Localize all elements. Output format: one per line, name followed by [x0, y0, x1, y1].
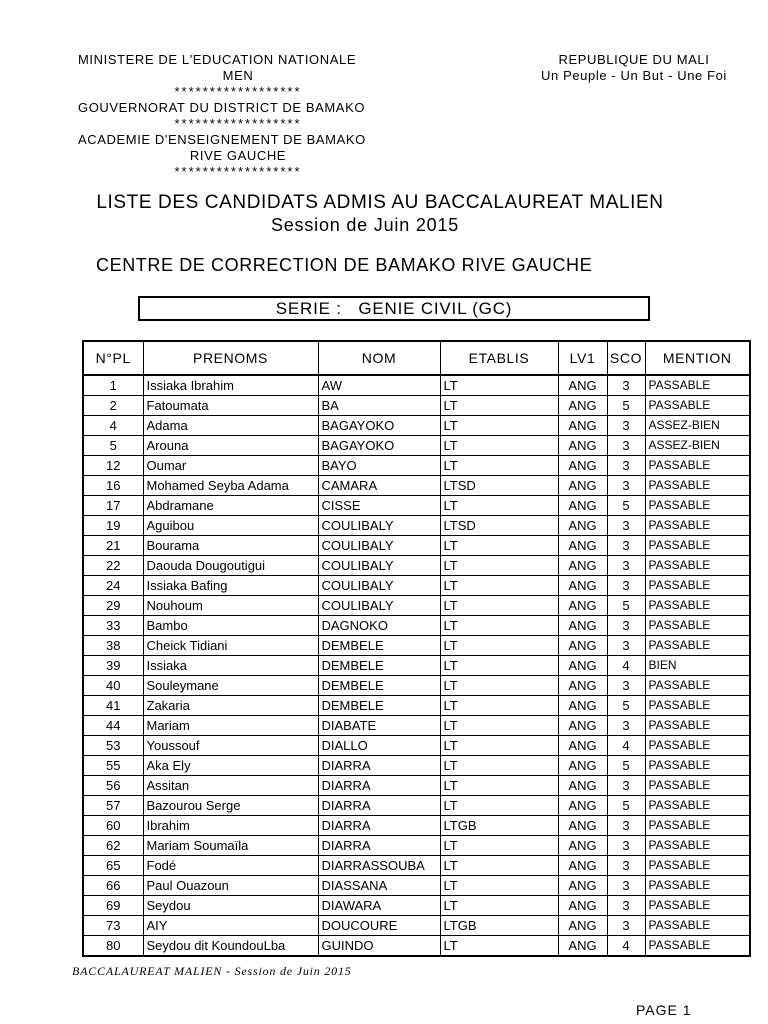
cell-prenoms: Arouna — [143, 436, 318, 456]
cell-sco: 3 — [607, 416, 645, 436]
cell-lv1: ANG — [558, 776, 607, 796]
cell-sco: 5 — [607, 496, 645, 516]
cell-npl: 55 — [83, 756, 143, 776]
cell-lv1: ANG — [558, 876, 607, 896]
cell-etablis: LT — [440, 636, 558, 656]
table-row — [83, 416, 750, 436]
cell-prenoms: Aka Ely — [143, 756, 318, 776]
table-row — [83, 436, 750, 456]
table-row — [83, 676, 750, 696]
cell-lv1: ANG — [558, 375, 607, 396]
header-left — [78, 52, 398, 180]
cell-sco: 3 — [607, 776, 645, 796]
cell-npl: 56 — [83, 776, 143, 796]
cell-lv1: ANG — [558, 816, 607, 836]
cell-npl: 57 — [83, 796, 143, 816]
correction-centre: CENTRE DE CORRECTION DE BAMAKO RIVE GAUCHE — [96, 255, 593, 275]
cell-nom: GUINDO — [318, 936, 440, 957]
cell-lv1: ANG — [558, 796, 607, 816]
stars-separator: ****************** — [174, 84, 302, 99]
cell-nom: DEMBELE — [318, 696, 440, 716]
cell-sco: 4 — [607, 736, 645, 756]
cell-prenoms: Issiaka Bafing — [143, 576, 318, 596]
cell-mention: PASSABLE — [645, 716, 750, 736]
session-label: Session de Juin 2015 — [270, 215, 460, 235]
cell-nom: DEMBELE — [318, 636, 440, 656]
cell-mention: PASSABLE — [645, 696, 750, 716]
cell-nom: BAYO — [318, 456, 440, 476]
cell-nom: DIASSANA — [318, 876, 440, 896]
cell-etablis: LT — [440, 596, 558, 616]
cell-npl: 60 — [83, 816, 143, 836]
cell-npl: 17 — [83, 496, 143, 516]
table-row — [83, 736, 750, 756]
cell-mention: PASSABLE — [645, 636, 750, 656]
cell-sco: 3 — [607, 816, 645, 836]
cell-lv1: ANG — [558, 456, 607, 476]
table-row — [83, 556, 750, 576]
cell-npl: 1 — [83, 375, 143, 396]
cell-etablis: LT — [440, 496, 558, 516]
cell-etablis: LT — [440, 556, 558, 576]
table-row — [83, 476, 750, 496]
cell-lv1: ANG — [558, 556, 607, 576]
table-row — [83, 696, 750, 716]
cell-lv1: ANG — [558, 396, 607, 416]
cell-npl: 66 — [83, 876, 143, 896]
cell-sco: 5 — [607, 596, 645, 616]
cell-mention: PASSABLE — [645, 556, 750, 576]
cell-lv1: ANG — [558, 656, 607, 676]
cell-etablis: LTGB — [440, 916, 558, 936]
cell-etablis: LTGB — [440, 816, 558, 836]
cell-mention: PASSABLE — [645, 396, 750, 416]
cell-npl: 16 — [83, 476, 143, 496]
cell-lv1: ANG — [558, 716, 607, 736]
cell-nom: COULIBALY — [318, 556, 440, 576]
cell-prenoms: Fatoumata — [143, 396, 318, 416]
cell-lv1: ANG — [558, 856, 607, 876]
table-row — [83, 496, 750, 516]
table-row — [83, 456, 750, 476]
table-row — [83, 796, 750, 816]
column-header-mention: MENTION — [645, 341, 750, 375]
cell-etablis: LT — [440, 576, 558, 596]
cell-lv1: ANG — [558, 936, 607, 957]
column-header-nom: NOM — [318, 341, 440, 375]
cell-prenoms: Issiaka Ibrahim — [143, 375, 318, 396]
cell-mention: PASSABLE — [645, 796, 750, 816]
cell-nom: DIARRASSOUBA — [318, 856, 440, 876]
cell-etablis: LT — [440, 776, 558, 796]
footer-note: BACCALAUREAT MALIEN - Session de Juin 2015 — [72, 964, 352, 978]
cell-mention: PASSABLE — [645, 616, 750, 636]
table-row — [83, 876, 750, 896]
table-row — [83, 616, 750, 636]
cell-etablis: LT — [440, 436, 558, 456]
table-row — [83, 516, 750, 536]
cell-nom: BA — [318, 396, 440, 416]
cell-sco: 5 — [607, 696, 645, 716]
cell-lv1: ANG — [558, 436, 607, 456]
cell-prenoms: Seydou — [143, 896, 318, 916]
cell-mention: ASSEZ-BIEN — [645, 416, 750, 436]
cell-mention: BIEN — [645, 656, 750, 676]
cell-prenoms: Aguibou — [143, 516, 318, 536]
cell-npl: 24 — [83, 576, 143, 596]
cell-npl: 53 — [83, 736, 143, 756]
cell-sco: 3 — [607, 476, 645, 496]
cell-etablis: LTSD — [440, 516, 558, 536]
table-row — [83, 596, 750, 616]
cell-mention: PASSABLE — [645, 816, 750, 836]
cell-npl: 4 — [83, 416, 143, 436]
cell-sco: 3 — [607, 516, 645, 536]
cell-nom: DIARRA — [318, 836, 440, 856]
cell-sco: 3 — [607, 536, 645, 556]
cell-nom: DIALLO — [318, 736, 440, 756]
cell-sco: 3 — [607, 856, 645, 876]
cell-sco: 5 — [607, 756, 645, 776]
cell-lv1: ANG — [558, 476, 607, 496]
table-row — [83, 836, 750, 856]
table-row — [83, 716, 750, 736]
cell-npl: 12 — [83, 456, 143, 476]
cell-mention: PASSABLE — [645, 576, 750, 596]
cell-sco: 3 — [607, 836, 645, 856]
cell-sco: 3 — [607, 676, 645, 696]
cell-mention: PASSABLE — [645, 876, 750, 896]
cell-sco: 3 — [607, 636, 645, 656]
academie-name: ACADEMIE D'ENSEIGNEMENT DE BAMAKO — [78, 132, 366, 147]
cell-etablis: LT — [440, 536, 558, 556]
table-row — [83, 816, 750, 836]
column-header-npl: N°PL — [83, 341, 143, 375]
cell-etablis: LT — [440, 456, 558, 476]
cell-etablis: LTSD — [440, 476, 558, 496]
cell-sco: 5 — [607, 796, 645, 816]
cell-sco: 3 — [607, 716, 645, 736]
cell-lv1: ANG — [558, 676, 607, 696]
cell-prenoms: Souleymane — [143, 676, 318, 696]
table-row — [83, 375, 750, 396]
table-row — [83, 536, 750, 556]
cell-etablis: LT — [440, 736, 558, 756]
cell-prenoms: Mariam — [143, 716, 318, 736]
cell-etablis: LT — [440, 716, 558, 736]
cell-nom: DIAWARA — [318, 896, 440, 916]
cell-mention: PASSABLE — [645, 936, 750, 957]
cell-prenoms: Adama — [143, 416, 318, 436]
republic-name: REPUBLIQUE DU MALI — [558, 52, 710, 67]
cell-prenoms: Bourama — [143, 536, 318, 556]
cell-prenoms: Fodé — [143, 856, 318, 876]
table-row — [83, 396, 750, 416]
national-motto: Un Peuple - Un But - Une Foi — [541, 68, 727, 83]
cell-etablis: LT — [440, 876, 558, 896]
header-right — [520, 52, 748, 84]
cell-npl: 29 — [83, 596, 143, 616]
cell-nom: DAGNOKO — [318, 616, 440, 636]
cell-lv1: ANG — [558, 836, 607, 856]
cell-mention: PASSABLE — [645, 516, 750, 536]
cell-lv1: ANG — [558, 596, 607, 616]
cell-npl: 69 — [83, 896, 143, 916]
table-row — [83, 856, 750, 876]
cell-npl: 65 — [83, 856, 143, 876]
cell-npl: 33 — [83, 616, 143, 636]
cell-nom: COULIBALY — [318, 516, 440, 536]
cell-etablis: LT — [440, 656, 558, 676]
cell-etablis: LT — [440, 796, 558, 816]
cell-nom: DEMBELE — [318, 656, 440, 676]
cell-prenoms: Zakaria — [143, 696, 318, 716]
cell-prenoms: Paul Ouazoun — [143, 876, 318, 896]
serie-label: SERIE : — [275, 299, 342, 318]
stars-separator: ****************** — [174, 164, 302, 179]
cell-etablis: LT — [440, 375, 558, 396]
cell-mention: PASSABLE — [645, 896, 750, 916]
stars-separator: ****************** — [174, 116, 302, 131]
cell-npl: 62 — [83, 836, 143, 856]
column-header-sco: SCO — [607, 341, 645, 375]
cell-nom: DEMBELE — [318, 676, 440, 696]
cell-npl: 38 — [83, 636, 143, 656]
cell-lv1: ANG — [558, 496, 607, 516]
gouvernorat-name: GOUVERNORAT DU DISTRICT DE BAMAKO — [78, 100, 366, 115]
cell-mention: PASSABLE — [645, 736, 750, 756]
cell-nom: BAGAYOKO — [318, 436, 440, 456]
cell-mention: PASSABLE — [645, 476, 750, 496]
cell-mention: PASSABLE — [645, 836, 750, 856]
cell-nom: AW — [318, 375, 440, 396]
cell-nom: DIABATE — [318, 716, 440, 736]
serie-box — [138, 296, 650, 321]
cell-lv1: ANG — [558, 896, 607, 916]
page-number: PAGE 1 — [636, 1002, 692, 1018]
cell-lv1: ANG — [558, 416, 607, 436]
cell-nom: CISSE — [318, 496, 440, 516]
cell-prenoms: Oumar — [143, 456, 318, 476]
cell-mention: PASSABLE — [645, 596, 750, 616]
cell-npl: 40 — [83, 676, 143, 696]
cell-npl: 44 — [83, 716, 143, 736]
cell-lv1: ANG — [558, 916, 607, 936]
cell-nom: DIARRA — [318, 796, 440, 816]
cell-sco: 3 — [607, 375, 645, 396]
cell-mention: ASSEZ-BIEN — [645, 436, 750, 456]
cell-etablis: LT — [440, 936, 558, 957]
table-body — [83, 375, 750, 956]
cell-sco: 4 — [607, 656, 645, 676]
table-row — [83, 896, 750, 916]
document-title: LISTE DES CANDIDATS ADMIS AU BACCALAUREAT MALIEN — [96, 192, 664, 213]
column-header-prenoms: PRENOMS — [143, 341, 318, 375]
table-row — [83, 936, 750, 957]
cell-npl: 39 — [83, 656, 143, 676]
cell-prenoms: AIY — [143, 916, 318, 936]
cell-nom: CAMARA — [318, 476, 440, 496]
cell-lv1: ANG — [558, 616, 607, 636]
cell-etablis: LT — [440, 836, 558, 856]
cell-lv1: ANG — [558, 516, 607, 536]
table-row — [83, 776, 750, 796]
cell-mention: PASSABLE — [645, 496, 750, 516]
cell-sco: 3 — [607, 616, 645, 636]
cell-etablis: LT — [440, 396, 558, 416]
serie-value: GENIE CIVIL (GC) — [358, 299, 513, 318]
cell-lv1: ANG — [558, 696, 607, 716]
cell-etablis: LT — [440, 676, 558, 696]
cell-mention: PASSABLE — [645, 375, 750, 396]
cell-nom: COULIBALY — [318, 576, 440, 596]
cell-etablis: LT — [440, 756, 558, 776]
table-row — [83, 756, 750, 776]
cell-prenoms: Issiaka — [143, 656, 318, 676]
cell-prenoms: Abdramane — [143, 496, 318, 516]
cell-sco: 3 — [607, 916, 645, 936]
cell-mention: PASSABLE — [645, 676, 750, 696]
table-row — [83, 636, 750, 656]
candidates-table — [82, 340, 751, 957]
cell-npl: 22 — [83, 556, 143, 576]
table-row — [83, 576, 750, 596]
cell-npl: 21 — [83, 536, 143, 556]
cell-sco: 5 — [607, 396, 645, 416]
ministry-name: MINISTERE DE L'EDUCATION NATIONALE — [78, 52, 357, 67]
table-row — [83, 656, 750, 676]
cell-npl: 5 — [83, 436, 143, 456]
cell-nom: COULIBALY — [318, 536, 440, 556]
cell-etablis: LT — [440, 856, 558, 876]
cell-nom: BAGAYOKO — [318, 416, 440, 436]
cell-lv1: ANG — [558, 576, 607, 596]
cell-sco: 3 — [607, 576, 645, 596]
cell-npl: 19 — [83, 516, 143, 536]
column-header-lv1: LV1 — [558, 341, 607, 375]
cell-etablis: LT — [440, 696, 558, 716]
cell-nom: COULIBALY — [318, 596, 440, 616]
cell-lv1: ANG — [558, 536, 607, 556]
rive-gauche: RIVE GAUCHE — [189, 148, 287, 163]
cell-prenoms: Bambo — [143, 616, 318, 636]
cell-sco: 4 — [607, 936, 645, 957]
cell-prenoms: Bazourou Serge — [143, 796, 318, 816]
cell-sco: 3 — [607, 556, 645, 576]
cell-prenoms: Mohamed Seyba Adama — [143, 476, 318, 496]
cell-mention: PASSABLE — [645, 456, 750, 476]
cell-npl: 73 — [83, 916, 143, 936]
cell-sco: 3 — [607, 896, 645, 916]
cell-prenoms: Youssouf — [143, 736, 318, 756]
table-row — [83, 916, 750, 936]
column-header-etablis: ETABLIS — [440, 341, 558, 375]
cell-lv1: ANG — [558, 636, 607, 656]
cell-lv1: ANG — [558, 736, 607, 756]
cell-nom: DIARRA — [318, 816, 440, 836]
cell-prenoms: Daouda Dougoutigui — [143, 556, 318, 576]
ministry-abbr: MEN — [222, 68, 254, 83]
cell-etablis: LT — [440, 616, 558, 636]
table-header-row — [83, 341, 750, 375]
cell-mention: PASSABLE — [645, 536, 750, 556]
cell-prenoms: Seydou dit KoundouLba — [143, 936, 318, 957]
cell-prenoms: Assitan — [143, 776, 318, 796]
cell-prenoms: Mariam Soumaïla — [143, 836, 318, 856]
cell-mention: PASSABLE — [645, 916, 750, 936]
cell-mention: PASSABLE — [645, 776, 750, 796]
cell-nom: DOUCOURE — [318, 916, 440, 936]
cell-npl: 2 — [83, 396, 143, 416]
cell-sco: 3 — [607, 456, 645, 476]
cell-sco: 3 — [607, 436, 645, 456]
cell-etablis: LT — [440, 896, 558, 916]
cell-nom: DIARRA — [318, 776, 440, 796]
cell-prenoms: Cheick Tidiani — [143, 636, 318, 656]
cell-npl: 41 — [83, 696, 143, 716]
cell-mention: PASSABLE — [645, 756, 750, 776]
cell-npl: 80 — [83, 936, 143, 957]
cell-nom: DIARRA — [318, 756, 440, 776]
cell-prenoms: Ibrahim — [143, 816, 318, 836]
cell-prenoms: Nouhoum — [143, 596, 318, 616]
cell-mention: PASSABLE — [645, 856, 750, 876]
cell-lv1: ANG — [558, 756, 607, 776]
cell-sco: 3 — [607, 876, 645, 896]
cell-etablis: LT — [440, 416, 558, 436]
